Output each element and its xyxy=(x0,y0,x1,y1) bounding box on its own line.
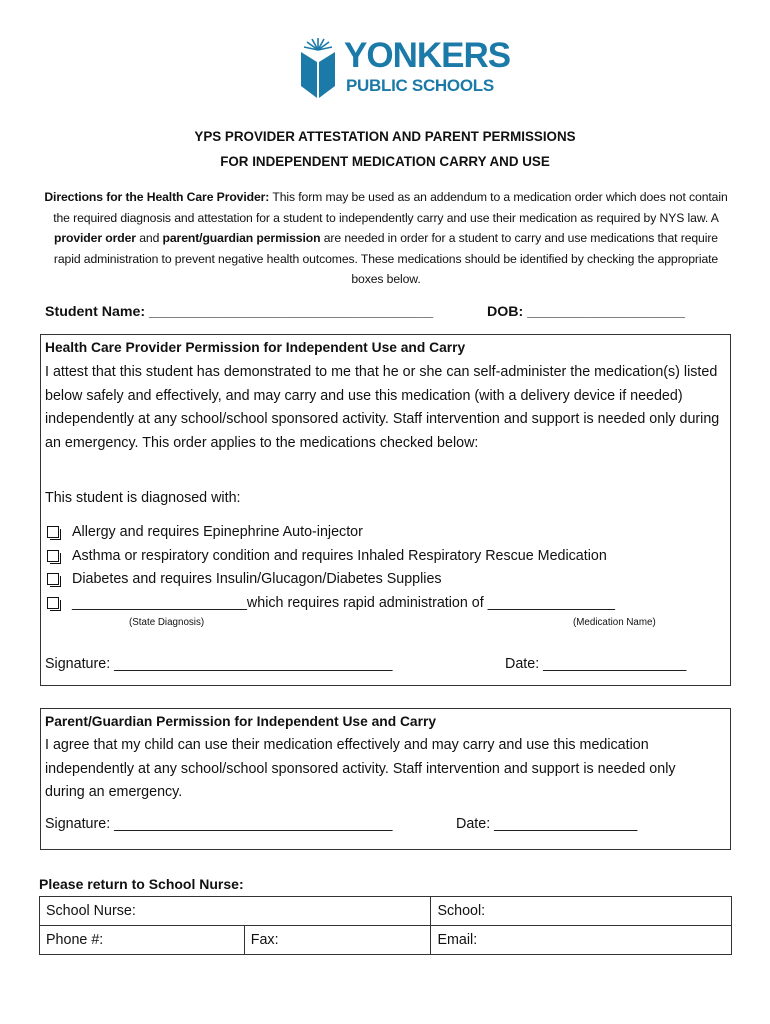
directions-text1: This form may be used as an addendum to a medication order which does not contain the required diagnosis and attestation for a student to independently carry and use their medication as required by NYS law. A xyxy=(53,190,728,225)
provider-signature-field[interactable]: Signature: ___________________________________ xyxy=(45,656,393,672)
directions-lead: Directions for the Health Care Provider: xyxy=(44,190,270,204)
school-field[interactable]: School: xyxy=(431,897,732,926)
logo-name: YONKERS xyxy=(344,36,511,75)
parent-signature-field[interactable]: Signature: ___________________________________ xyxy=(45,816,393,832)
book-torch-logo-icon xyxy=(300,36,336,100)
fax-field[interactable]: Fax: xyxy=(244,926,431,955)
form-title-line2: FOR INDEPENDENT MEDICATION CARRY AND USE xyxy=(220,154,550,169)
checkbox-icon[interactable] xyxy=(47,597,59,609)
provider-section-heading: Health Care Provider Permission for Independent Use and Carry xyxy=(45,340,466,355)
form-title-line1: YPS PROVIDER ATTESTATION AND PARENT PERMISSIONS xyxy=(194,129,576,144)
email-field[interactable]: Email: xyxy=(431,926,732,955)
directions-text2: and xyxy=(135,231,163,246)
parent-agreement-text: I agree that my child can use their medication effectively and may carry and use this medication independently at any school/school sponsored activity. Staff intervention and support is needed only during an emergency. xyxy=(45,737,676,800)
provider-date-field[interactable]: Date: __________________ xyxy=(505,656,687,672)
state-diagnosis-caption: (State Diagnosis) xyxy=(129,617,205,628)
phone-field[interactable]: Phone #: xyxy=(40,926,245,955)
option-asthma: Asthma or respiratory condition and requires Inhaled Respiratory Rescue Medication xyxy=(72,548,607,564)
checkbox-icon[interactable] xyxy=(47,526,59,538)
logo-subtitle: PUBLIC SCHOOLS xyxy=(346,76,494,95)
return-heading: Please return to School Nurse: xyxy=(39,876,244,892)
medication-name-caption: (Medication Name) xyxy=(573,617,656,628)
directions-paragraph xyxy=(42,187,730,290)
option-allergy: Allergy and requires Epinephrine Auto-injector xyxy=(72,524,363,540)
provider-attestation-text: I attest that this student has demonstrated to me that he or she can self-administer the medication(s) listed below safely and effectively, and may carry and use this medication (with a delivery device if needed) independently at any school/school sponsored activity. Staff intervention and support is needed only during an emergency. This order applies to the medications checked below: xyxy=(45,364,720,451)
school-nurse-field[interactable]: School Nurse: xyxy=(40,897,431,926)
parent-section-heading: Parent/Guardian Permission for Independent Use and Carry xyxy=(45,714,437,729)
school-nurse-contact-table xyxy=(39,896,732,955)
checkbox-icon[interactable] xyxy=(47,573,59,585)
directions-bold-provider-order: provider order xyxy=(54,231,136,246)
option-diabetes: Diabetes and requires Insulin/Glucagon/Diabetes Supplies xyxy=(72,571,442,587)
student-name-field[interactable]: Student Name: ____________________________________ xyxy=(45,304,434,320)
diagnosed-label: This student is diagnosed with: xyxy=(45,490,241,506)
dob-field[interactable]: DOB: ____________________ xyxy=(487,304,686,320)
directions-bold-parent-permission: parent/guardian permission xyxy=(162,231,321,246)
directions-text3: are needed in order for a student to carry and use medications that require rapid administration to prevent negative health outcomes. These medications should be identified by checking the appropriate boxes below. xyxy=(53,231,719,287)
yonkers-logo xyxy=(300,36,511,100)
checkbox-icon[interactable] xyxy=(47,550,59,562)
option-other-diagnosis[interactable]: ______________________which requires rapid administration of ________________ xyxy=(72,595,615,611)
parent-date-field[interactable]: Date: __________________ xyxy=(456,816,638,832)
